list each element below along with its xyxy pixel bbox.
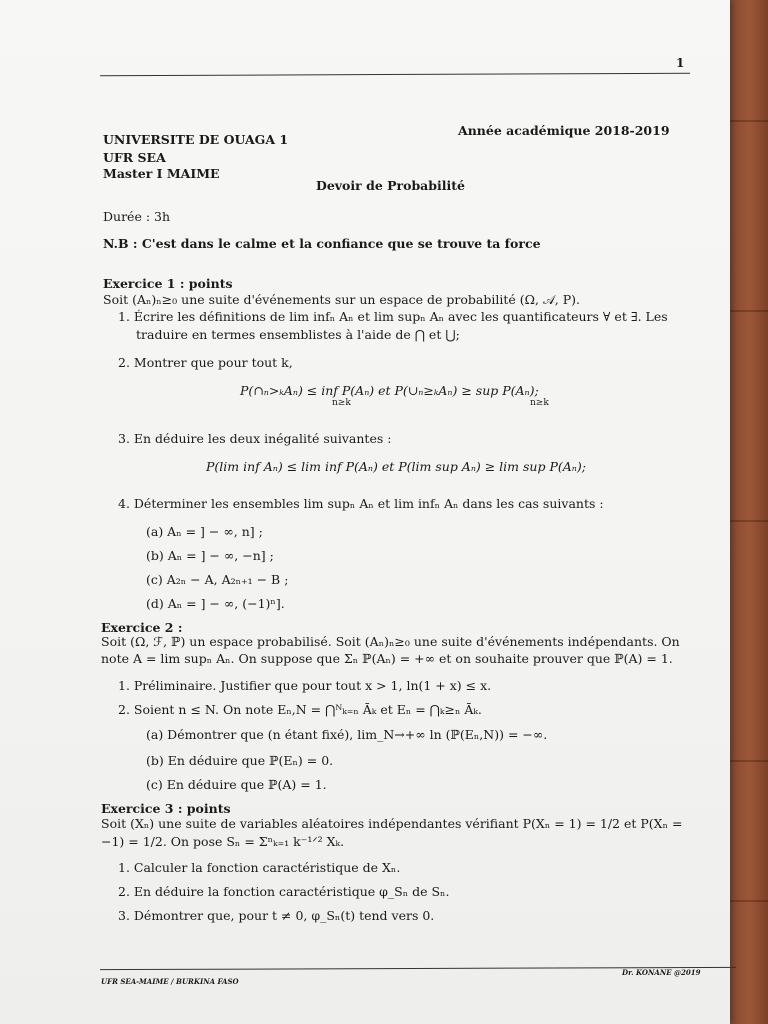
exercise2-q2-case-c: (c) En déduire que ℙ(A) = 1. [146, 777, 327, 792]
exercise1-heading: Exercice 1 : points [103, 276, 233, 291]
footer-right: Dr. KONANE @2019 [622, 968, 701, 977]
exercise1-q2-formula: P(∩ₙ>ₖAₙ) ≤ inf P(Aₙ) et P(∪ₙ≥ₖAₙ) ≥ sup P(Aₙ); [240, 383, 539, 398]
exam-title: Devoir de Probabilité [316, 178, 465, 193]
exercise2-q2-case-b: (b) En déduire que ℙ(Eₙ) = 0. [146, 753, 334, 768]
page-number: 1 [676, 56, 685, 70]
exercise2-intro-line1: Soit (Ω, ℱ, ℙ) un espace probabilisé. Soit (Aₙ)ₙ≥₀ une suite d'événements indépendants. On [101, 634, 680, 649]
exercise1-q1-line1: 1. Écrire les définitions de lim infₙ Aₙ et lim supₙ Aₙ avec les quantificateurs ∀ et ∃. Les [118, 309, 668, 324]
exam-duration: Durée : 3h [103, 209, 171, 224]
exercise1-q4-case-a: (a) Aₙ = ] − ∞, n] ; [146, 524, 263, 539]
exercise3-intro-line1: Soit (Xₙ) une suite de variables aléatoires indépendantes vérifiant P(Xₙ = 1) = 1/2 et P(Xₙ = [101, 816, 683, 831]
ufr-name: UFR SEA [103, 150, 166, 165]
exercise1-q4-case-d: (d) Aₙ = ] − ∞, (−1)ⁿ]. [146, 596, 285, 611]
exercise3-q2: 2. En déduire la fonction caractéristique φ_Sₙ de Sₙ. [118, 884, 450, 899]
exercise1-q4-case-c: (c) A₂ₙ − A, A₂ₙ₊₁ − B ; [146, 572, 289, 587]
exercise1-intro: Soit (Aₙ)ₙ≥₀ une suite d'événements sur un espace de probabilité (Ω, 𝒜, P). [103, 292, 580, 307]
exercise1-q4-case-b: (b) Aₙ = ] − ∞, −n] ; [146, 548, 274, 563]
nb-note: N.B : C'est dans le calme et la confiance que se trouve ta force [103, 236, 541, 251]
exercise3-q3: 3. Démontrer que, pour t ≠ 0, φ_Sₙ(t) tend vers 0. [118, 908, 435, 923]
exercise2-q1: 1. Préliminaire. Justifier que pour tout x > 1, ln(1 + x) ≤ x. [118, 678, 492, 693]
exercise3-heading: Exercice 3 : points [101, 801, 231, 816]
formula-subscript-sup: n≥k [530, 398, 549, 408]
university-name: UNIVERSITE DE OUAGA 1 [103, 132, 289, 147]
exercise1-q2: 2. Montrer que pour tout k, [118, 355, 293, 370]
footer-left: UFR SEA-MAIME / BURKINA FASO [101, 977, 239, 986]
academic-year: Année académique 2018-2019 [458, 123, 670, 138]
exercise1-q3: 3. En déduire les deux inégalité suivantes : [118, 431, 392, 446]
master-program: Master I MAIME [103, 166, 220, 181]
formula-subscript-inf: n≥k [332, 398, 351, 408]
exercise1-q3-formula: P(lim inf Aₙ) ≤ lim inf P(Aₙ) et P(lim sup Aₙ) ≥ lim sup P(Aₙ); [206, 459, 586, 474]
exercise2-intro-line2: note A = lim supₙ Aₙ. On suppose que Σₙ ℙ(Aₙ) = +∞ et on souhaite prouver que ℙ(A) = 1. [101, 651, 673, 666]
exercise1-q1-line2: traduire en termes ensemblistes à l'aide de ⋂ et ⋃; [136, 327, 460, 342]
exercise2-heading: Exercice 2 : [101, 620, 183, 635]
exercise3-intro-line2: −1) = 1/2. On pose Sₙ = Σⁿₖ₌₁ k⁻¹ᐟ² Xₖ. [101, 834, 345, 849]
header-rule [100, 73, 690, 77]
exercise2-q2: 2. Soient n ≤ N. On note Eₙ,N = ⋂ᴺₖ₌ₙ Āₖ et Eₙ = ⋂ₖ≥ₙ Āₖ. [118, 702, 482, 717]
exercise2-q2-case-a: (a) Démontrer que (n étant fixé), lim_N→+∞ ln (ℙ(Eₙ,N)) = −∞. [146, 727, 548, 742]
exercise3-q1: 1. Calculer la fonction caractéristique de Xₙ. [118, 860, 401, 875]
exercise1-q4: 4. Déterminer les ensembles lim supₙ Aₙ et lim infₙ Aₙ dans les cas suivants : [118, 496, 604, 511]
